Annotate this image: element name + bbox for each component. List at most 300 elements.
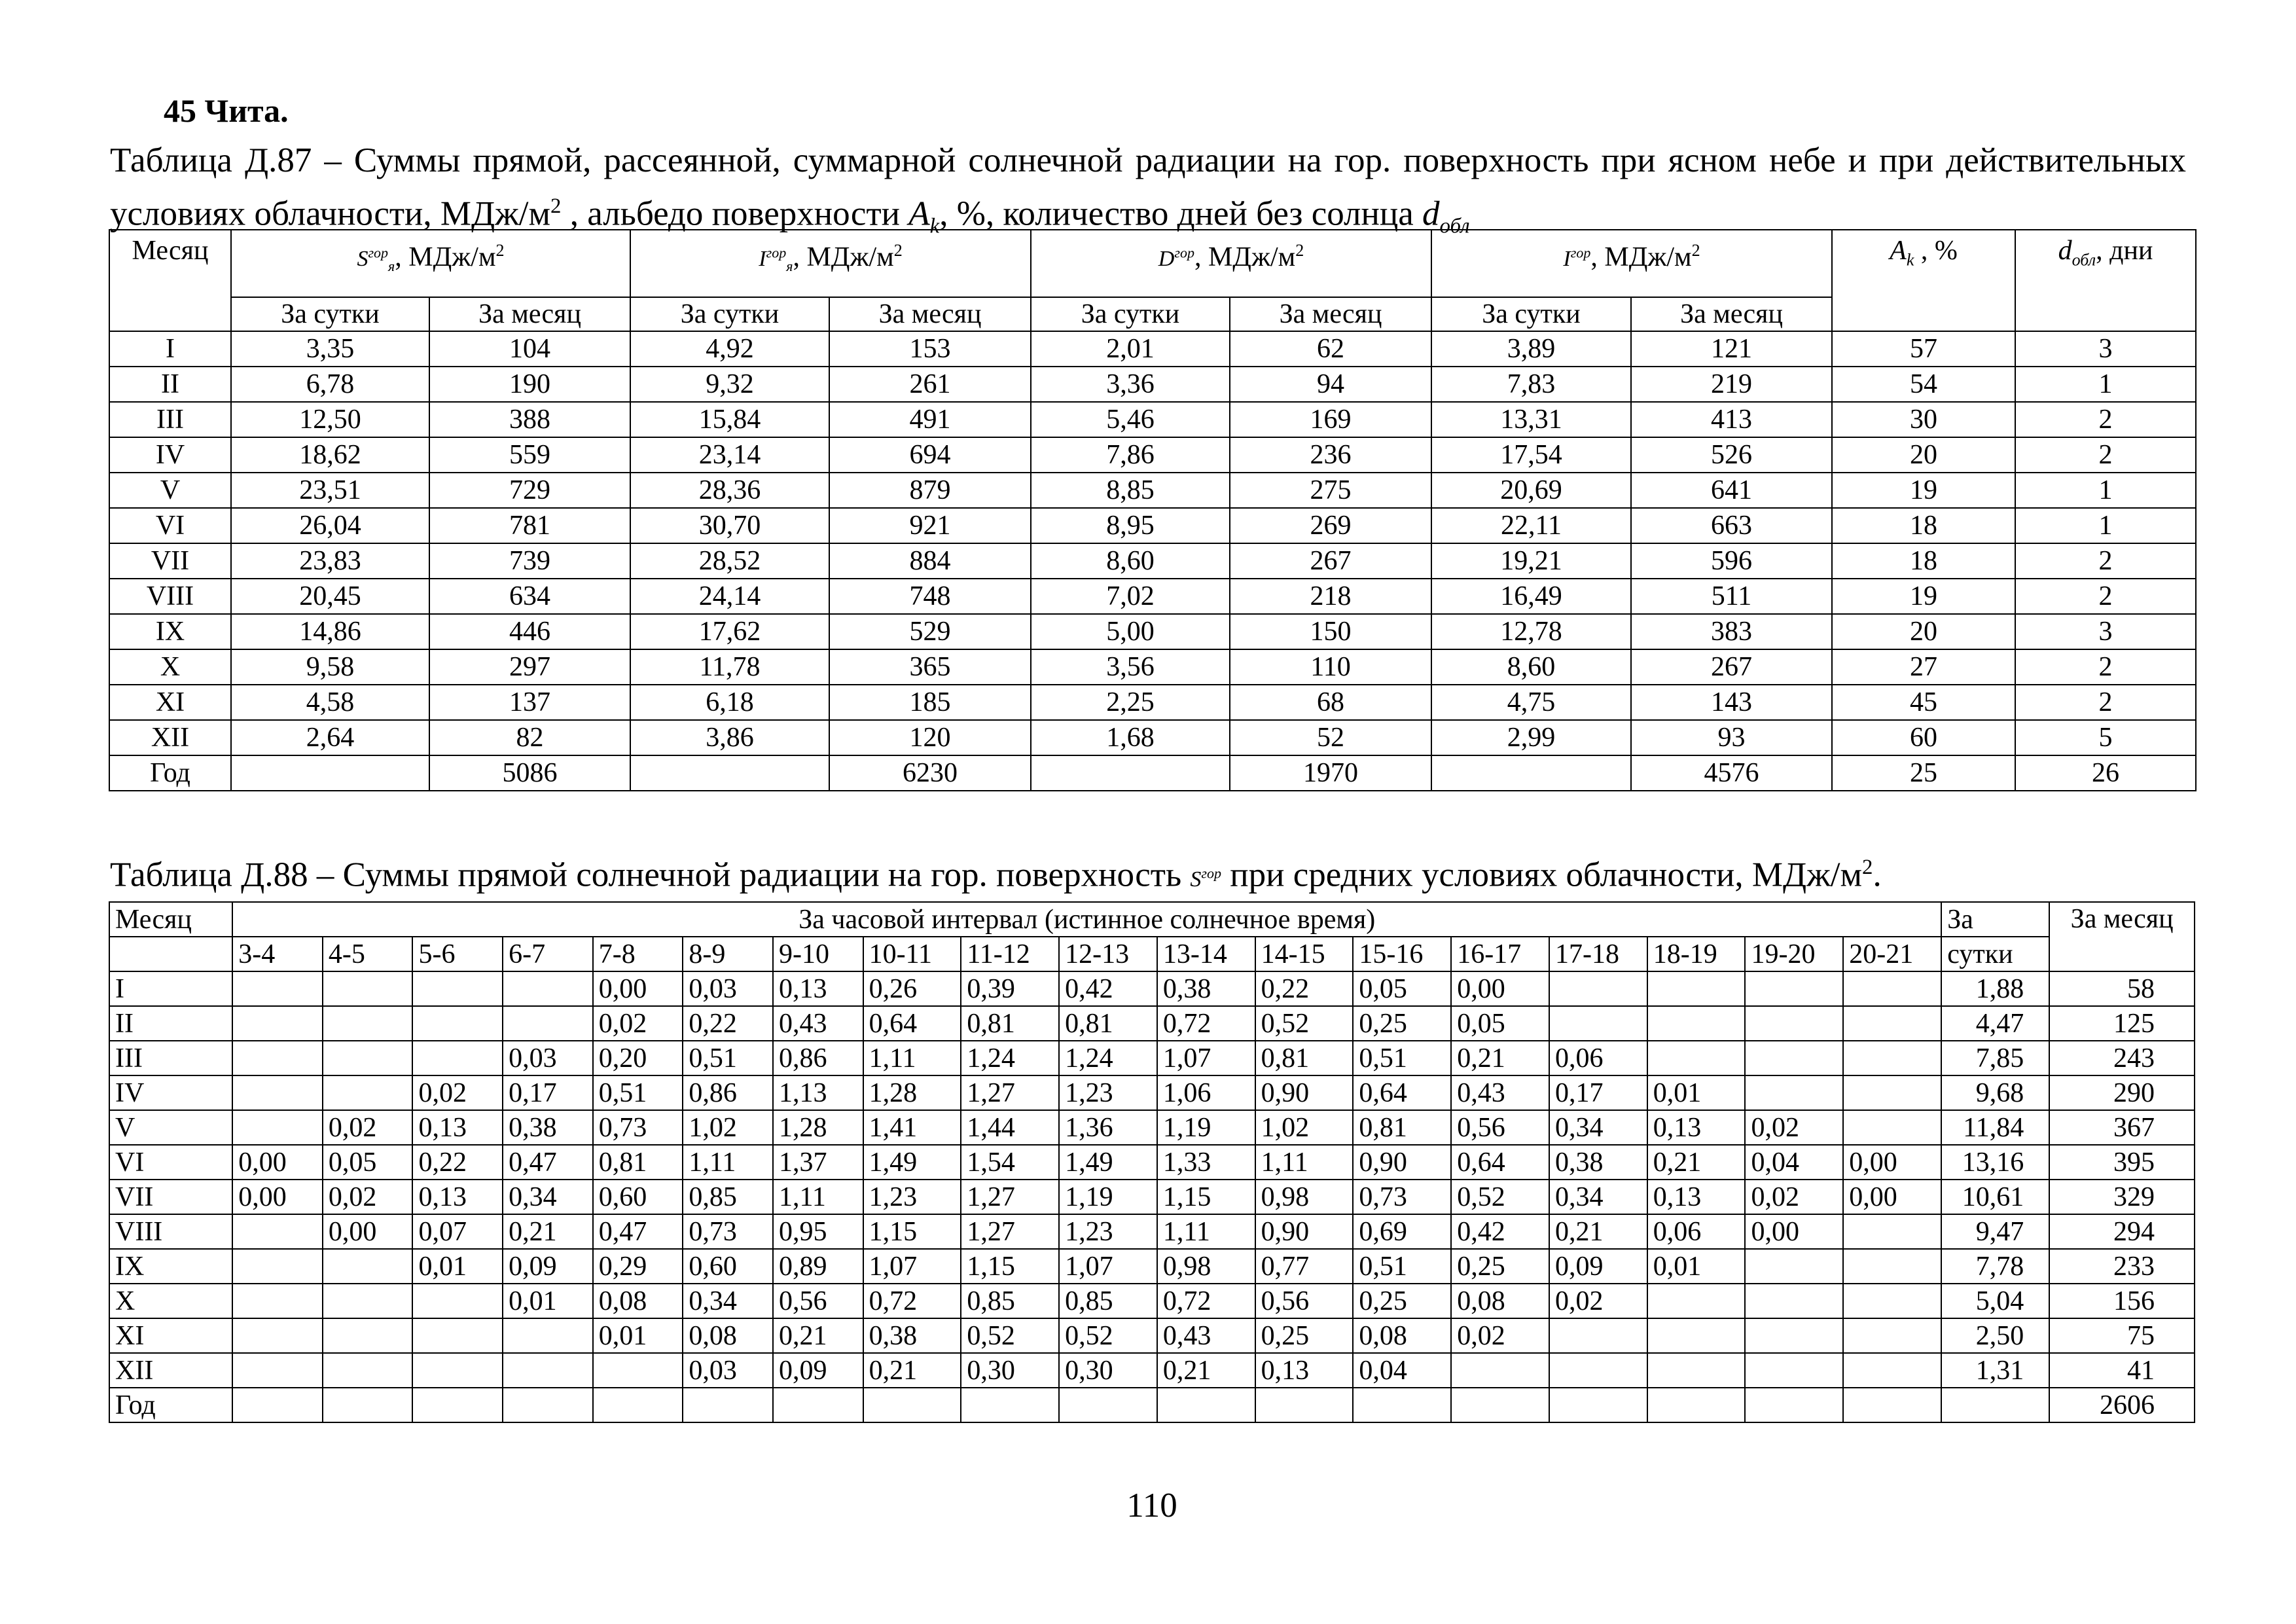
table-cell: 1 xyxy=(2015,473,2196,508)
table-cell: 0,13 xyxy=(1647,1110,1746,1145)
col-hour: 14-15 xyxy=(1255,937,1354,971)
table-cell: 0,81 xyxy=(1353,1110,1451,1145)
table-cell: 11,84 xyxy=(1941,1110,2049,1145)
table-cell: 0,03 xyxy=(503,1041,593,1075)
row-month: VIII xyxy=(109,579,231,614)
table-cell: 0,03 xyxy=(683,1353,773,1388)
table-cell: 0,34 xyxy=(1549,1180,1647,1214)
table-cell: 0,05 xyxy=(1451,1006,1549,1041)
row-month: I xyxy=(109,971,232,1006)
table-cell: 267 xyxy=(1230,543,1431,579)
table-cell xyxy=(961,1388,1059,1422)
table-cell: 0,02 xyxy=(1745,1180,1843,1214)
table-cell: 2 xyxy=(2015,685,2196,720)
table-cell: 2 xyxy=(2015,402,2196,437)
table-cell: 0,90 xyxy=(1255,1075,1354,1110)
table-cell: 5086 xyxy=(429,755,630,791)
table-cell: 1,28 xyxy=(863,1075,961,1110)
table-cell: 1,44 xyxy=(961,1110,1059,1145)
sub-day: За сутки xyxy=(1431,297,1631,331)
table-cell: 19 xyxy=(1832,579,2015,614)
table-cell: 0,09 xyxy=(503,1249,593,1284)
table-cell: 0,21 xyxy=(1647,1145,1746,1180)
table-cell: 0,01 xyxy=(503,1284,593,1318)
row-month: IV xyxy=(109,437,231,473)
table87 xyxy=(109,229,2197,791)
table-cell: 0,00 xyxy=(593,971,683,1006)
table-cell: 1,54 xyxy=(961,1145,1059,1180)
table-cell: 663 xyxy=(1631,508,1832,543)
table-cell: 0,56 xyxy=(773,1284,863,1318)
table-cell: 329 xyxy=(2049,1180,2195,1214)
table-cell: 0,64 xyxy=(863,1006,961,1041)
table-cell: 8,85 xyxy=(1031,473,1230,508)
table-cell xyxy=(1549,971,1647,1006)
table-cell: 2,01 xyxy=(1031,331,1230,367)
table-cell xyxy=(323,1075,413,1110)
table-cell: 2606 xyxy=(2049,1388,2195,1422)
table-row xyxy=(109,367,2196,402)
table-cell: 0,43 xyxy=(1451,1075,1549,1110)
table-cell: 23,83 xyxy=(231,543,429,579)
table-cell xyxy=(1031,755,1230,791)
table-cell: 169 xyxy=(1230,402,1431,437)
table-cell: 9,47 xyxy=(1941,1214,2049,1249)
table-row xyxy=(109,1388,2195,1422)
table-cell: 12,50 xyxy=(231,402,429,437)
table-cell: 0,42 xyxy=(1059,971,1157,1006)
table-cell: 2,25 xyxy=(1031,685,1230,720)
table-cell: 1,27 xyxy=(961,1214,1059,1249)
table-cell xyxy=(1549,1388,1647,1422)
row-month: VI xyxy=(109,508,231,543)
table-cell: 0,02 xyxy=(323,1180,413,1214)
table-cell xyxy=(412,971,503,1006)
table-cell: 0,00 xyxy=(1745,1214,1843,1249)
table-cell: 23,14 xyxy=(630,437,829,473)
table-cell: 24,14 xyxy=(630,579,829,614)
table-row xyxy=(109,971,2195,1006)
table-row xyxy=(109,1041,2195,1075)
table-row xyxy=(109,1180,2195,1214)
table-cell: 0,64 xyxy=(1451,1145,1549,1180)
table-cell xyxy=(323,1388,413,1422)
table-cell xyxy=(1745,1006,1843,1041)
table-cell xyxy=(503,1318,593,1353)
table-cell: 0,47 xyxy=(593,1214,683,1249)
table-cell: 0,38 xyxy=(1157,971,1255,1006)
table-cell: 1,15 xyxy=(1157,1180,1255,1214)
table-cell xyxy=(232,1041,323,1075)
col-hour: 16-17 xyxy=(1451,937,1549,971)
table-cell: 0,09 xyxy=(1549,1249,1647,1284)
table-cell: 729 xyxy=(429,473,630,508)
table-cell: 11,78 xyxy=(630,649,829,685)
table-cell: 1,15 xyxy=(961,1249,1059,1284)
table-cell xyxy=(1745,971,1843,1006)
table-cell: 0,02 xyxy=(1745,1110,1843,1145)
table-cell: 1,11 xyxy=(773,1180,863,1214)
table-cell: 269 xyxy=(1230,508,1431,543)
table-cell: 1 xyxy=(2015,367,2196,402)
table-cell: 0,89 xyxy=(773,1249,863,1284)
table-cell: 57 xyxy=(1832,331,2015,367)
table-cell: 0,85 xyxy=(961,1284,1059,1318)
table-cell xyxy=(1843,1284,1941,1318)
col-days-no-sun: $d_{обл}$, дни xyxy=(2015,230,2196,331)
table-cell: 0,00 xyxy=(1451,971,1549,1006)
table-cell: 13,31 xyxy=(1431,402,1631,437)
table-cell: 1,23 xyxy=(863,1180,961,1214)
table-cell xyxy=(323,1318,413,1353)
table-cell: 0,00 xyxy=(1843,1145,1941,1180)
row-month: II xyxy=(109,1006,232,1041)
table-cell: 62 xyxy=(1230,331,1431,367)
table-cell: 0,85 xyxy=(1059,1284,1157,1318)
table-cell: 0,13 xyxy=(1647,1180,1746,1214)
table-cell xyxy=(232,1006,323,1041)
table-row xyxy=(109,1318,2195,1353)
row-month: V xyxy=(109,1110,232,1145)
table-cell: 7,78 xyxy=(1941,1249,2049,1284)
table-cell: 0,30 xyxy=(961,1353,1059,1388)
table-cell: 5,04 xyxy=(1941,1284,2049,1318)
table-cell xyxy=(1745,1075,1843,1110)
page-number: 110 xyxy=(1126,1487,1177,1525)
table-cell: 0,25 xyxy=(1353,1284,1451,1318)
table-cell xyxy=(1549,1353,1647,1388)
table-cell: 0,52 xyxy=(1255,1006,1354,1041)
table-cell: 0,34 xyxy=(1549,1110,1647,1145)
table-cell xyxy=(412,1388,503,1422)
table-cell xyxy=(1843,1041,1941,1075)
table-cell: 0,73 xyxy=(683,1214,773,1249)
table-cell xyxy=(1843,1249,1941,1284)
table-row xyxy=(109,1006,2195,1041)
table-cell: 1,02 xyxy=(1255,1110,1354,1145)
table-cell: 879 xyxy=(829,473,1031,508)
table-cell xyxy=(1647,1284,1746,1318)
table-row xyxy=(109,331,2196,367)
table-cell xyxy=(232,1249,323,1284)
table-cell: 93 xyxy=(1631,720,1832,755)
table-cell: 0,73 xyxy=(593,1110,683,1145)
table-cell: 10,61 xyxy=(1941,1180,2049,1214)
table-cell: 0,00 xyxy=(232,1180,323,1214)
table-cell: 0,00 xyxy=(232,1145,323,1180)
table-row xyxy=(109,1110,2195,1145)
table-cell: 2 xyxy=(2015,543,2196,579)
table-cell: 0,34 xyxy=(683,1284,773,1318)
table-cell: 68 xyxy=(1230,685,1431,720)
table-cell: 529 xyxy=(829,614,1031,649)
table-cell: 4,58 xyxy=(231,685,429,720)
table-cell xyxy=(1451,1353,1549,1388)
table-cell: 1,49 xyxy=(1059,1145,1157,1180)
table-cell: 297 xyxy=(429,649,630,685)
table-cell: 18,62 xyxy=(231,437,429,473)
table-cell: 28,52 xyxy=(630,543,829,579)
table-cell: 290 xyxy=(2049,1075,2195,1110)
table-cell: 0,90 xyxy=(1353,1145,1451,1180)
table-cell: 125 xyxy=(2049,1006,2195,1041)
table-cell: 0,17 xyxy=(503,1075,593,1110)
table-cell: 7,02 xyxy=(1031,579,1230,614)
table-cell: 4,75 xyxy=(1431,685,1631,720)
table-cell: 1,06 xyxy=(1157,1075,1255,1110)
table-cell: 0,05 xyxy=(1353,971,1451,1006)
table-cell: 0,02 xyxy=(1549,1284,1647,1318)
table-cell: 0,00 xyxy=(323,1214,413,1249)
table-cell: 8,60 xyxy=(1031,543,1230,579)
table-cell: 2 xyxy=(2015,649,2196,685)
row-month: X xyxy=(109,1284,232,1318)
table-cell: 1,23 xyxy=(1059,1075,1157,1110)
table-cell: 121 xyxy=(1631,331,1832,367)
table-cell: 1 xyxy=(2015,508,2196,543)
table-cell: 1,33 xyxy=(1157,1145,1255,1180)
col-month-blank xyxy=(109,937,232,971)
table-cell: 1,13 xyxy=(773,1075,863,1110)
table-cell xyxy=(232,971,323,1006)
col-interval: За часовой интервал (истинное солнечное время) xyxy=(232,902,1941,937)
table-cell: 0,07 xyxy=(412,1214,503,1249)
row-month: IX xyxy=(109,1249,232,1284)
row-month: Год xyxy=(109,755,231,791)
table-cell: 0,13 xyxy=(773,971,863,1006)
table-cell: 120 xyxy=(829,720,1031,755)
table-cell: 0,51 xyxy=(683,1041,773,1075)
table-cell: 0,26 xyxy=(863,971,961,1006)
table-cell xyxy=(1647,1041,1746,1075)
table-row xyxy=(109,1353,2195,1388)
table-cell: 82 xyxy=(429,720,630,755)
table-cell: 0,30 xyxy=(1059,1353,1157,1388)
table-cell: 491 xyxy=(829,402,1031,437)
table-cell: 0,86 xyxy=(773,1041,863,1075)
table-cell xyxy=(630,755,829,791)
table-cell xyxy=(1157,1388,1255,1422)
table-cell: 26 xyxy=(2015,755,2196,791)
table-cell: 367 xyxy=(2049,1110,2195,1145)
table-cell: 190 xyxy=(429,367,630,402)
sub-month: За месяц xyxy=(1631,297,1832,331)
col-albedo: $A_k$ , % xyxy=(1832,230,2015,331)
section-heading: 45 Чита. xyxy=(164,92,289,129)
table-cell: 14,86 xyxy=(231,614,429,649)
table-row xyxy=(109,508,2196,543)
table-cell: 143 xyxy=(1631,685,1832,720)
table-cell: 0,64 xyxy=(1353,1075,1451,1110)
table-cell xyxy=(412,1284,503,1318)
table88-caption: Таблица Д.88 – Суммы прямой солнечной радиации на гор. поверхность $S^{гор}$ при средних условиях облачности, МДж/$м^2$. xyxy=(110,856,1882,894)
table-cell: 0,21 xyxy=(1451,1041,1549,1075)
table-cell: 19,21 xyxy=(1431,543,1631,579)
table-cell xyxy=(323,971,413,1006)
sub-month: За месяц xyxy=(1230,297,1431,331)
table-cell: 45 xyxy=(1832,685,2015,720)
table-cell xyxy=(1843,1318,1941,1353)
sub-day: За сутки xyxy=(1031,297,1230,331)
table-cell: 0,25 xyxy=(1451,1249,1549,1284)
table-cell: 0,52 xyxy=(961,1318,1059,1353)
table-cell xyxy=(412,1041,503,1075)
table-cell: 1,24 xyxy=(961,1041,1059,1075)
table-cell xyxy=(323,1041,413,1075)
table-cell: 1,88 xyxy=(1941,971,2049,1006)
table-cell xyxy=(1745,1388,1843,1422)
table-cell: 233 xyxy=(2049,1249,2195,1284)
table-cell: 0,13 xyxy=(412,1110,503,1145)
table-cell: 54 xyxy=(1832,367,2015,402)
table-cell: 41 xyxy=(2049,1353,2195,1388)
table-cell: 1,11 xyxy=(863,1041,961,1075)
table-cell: 9,32 xyxy=(630,367,829,402)
table-cell: 1970 xyxy=(1230,755,1431,791)
table-cell: 0,38 xyxy=(863,1318,961,1353)
col-hour: 18-19 xyxy=(1647,937,1746,971)
table-cell: 0,17 xyxy=(1549,1075,1647,1110)
table-cell: 641 xyxy=(1631,473,1832,508)
table-cell: 1,49 xyxy=(863,1145,961,1180)
table-cell: 0,01 xyxy=(1647,1249,1746,1284)
table-cell: 0,01 xyxy=(412,1249,503,1284)
table-row xyxy=(109,543,2196,579)
table-row xyxy=(109,1145,2195,1180)
table-cell: 0,81 xyxy=(593,1145,683,1180)
table-row xyxy=(109,1214,2195,1249)
col-hour: 6-7 xyxy=(503,937,593,971)
table-row xyxy=(109,402,2196,437)
table-cell: 9,58 xyxy=(231,649,429,685)
table-cell: 7,85 xyxy=(1941,1041,2049,1075)
col-hour: 7-8 xyxy=(593,937,683,971)
table-cell: 26,04 xyxy=(231,508,429,543)
table-cell: 0,08 xyxy=(1451,1284,1549,1318)
sub-day: За сутки xyxy=(630,297,829,331)
table-cell: 0,29 xyxy=(593,1249,683,1284)
table-cell: 0,03 xyxy=(683,971,773,1006)
table-cell: 0,81 xyxy=(1255,1041,1354,1075)
table-cell xyxy=(1843,1006,1941,1041)
row-month: Год xyxy=(109,1388,232,1422)
table-cell: 0,21 xyxy=(773,1318,863,1353)
table-row xyxy=(109,473,2196,508)
table-cell: 22,11 xyxy=(1431,508,1631,543)
table-cell: 52 xyxy=(1230,720,1431,755)
table-cell: 748 xyxy=(829,579,1031,614)
table-cell xyxy=(1059,1388,1157,1422)
col-hour: 4-5 xyxy=(323,937,413,971)
table-cell: 5 xyxy=(2015,720,2196,755)
table88 xyxy=(109,901,2195,1423)
table-cell: 20,69 xyxy=(1431,473,1631,508)
table-cell: 0,39 xyxy=(961,971,1059,1006)
table-cell: 884 xyxy=(829,543,1031,579)
table-cell: 0,22 xyxy=(1255,971,1354,1006)
table-cell: 3,89 xyxy=(1431,331,1631,367)
table-cell: 0,08 xyxy=(593,1284,683,1318)
table-cell xyxy=(232,1075,323,1110)
table-cell: 0,21 xyxy=(503,1214,593,1249)
table-cell: 1,11 xyxy=(683,1145,773,1180)
table-cell: 511 xyxy=(1631,579,1832,614)
table-cell: 365 xyxy=(829,649,1031,685)
col-hour: 12-13 xyxy=(1059,937,1157,971)
table-row xyxy=(109,649,2196,685)
table-cell xyxy=(1941,1388,2049,1422)
table-cell: 0,13 xyxy=(1255,1353,1354,1388)
table-cell xyxy=(1549,1006,1647,1041)
table-cell xyxy=(1843,1075,1941,1110)
table-cell: 0,13 xyxy=(412,1180,503,1214)
sub-day: За сутки xyxy=(231,297,429,331)
col-hour: 13-14 xyxy=(1157,937,1255,971)
table87-caption: Таблица Д.87 – Суммы прямой, рассеянной, суммарной солнечной радиации на гор. поверхность при ясном небе и при действительных условиях облачности, МДж/$м^2$ , альбедо поверхности $A_k$, %, количество дней без солнца $d_{обл}$ xyxy=(110,141,2186,238)
table-cell: 1,11 xyxy=(1255,1145,1354,1180)
table-cell: 0,09 xyxy=(773,1353,863,1388)
table-cell xyxy=(503,1353,593,1388)
row-month: III xyxy=(109,1041,232,1075)
table-cell: 7,86 xyxy=(1031,437,1230,473)
table-cell: 413 xyxy=(1631,402,1832,437)
col-hour: 10-11 xyxy=(863,937,961,971)
table-cell xyxy=(412,1353,503,1388)
table-cell xyxy=(863,1388,961,1422)
table-cell: 1,31 xyxy=(1941,1353,2049,1388)
table-cell: 0,51 xyxy=(593,1075,683,1110)
table-cell: 1,36 xyxy=(1059,1110,1157,1145)
row-month: VII xyxy=(109,1180,232,1214)
col-month: Месяц xyxy=(109,230,231,331)
row-month: VIII xyxy=(109,1214,232,1249)
table-cell: 596 xyxy=(1631,543,1832,579)
table-cell: 0,69 xyxy=(1353,1214,1451,1249)
table-cell: 0,22 xyxy=(683,1006,773,1041)
table-cell xyxy=(231,755,429,791)
col-hour: 8-9 xyxy=(683,937,773,971)
table-cell: 0,52 xyxy=(1059,1318,1157,1353)
table-cell: 6230 xyxy=(829,755,1031,791)
table-cell: 1,15 xyxy=(863,1214,961,1249)
table-row xyxy=(109,755,2196,791)
table-cell xyxy=(323,1353,413,1388)
table-cell: 739 xyxy=(429,543,630,579)
row-month: VI xyxy=(109,1145,232,1180)
table-cell: 6,78 xyxy=(231,367,429,402)
table-cell: 150 xyxy=(1230,614,1431,649)
table-row xyxy=(109,1284,2195,1318)
table-cell: 1,11 xyxy=(1157,1214,1255,1249)
table-cell: 1,02 xyxy=(683,1110,773,1145)
col-month: Месяц xyxy=(109,902,232,937)
table-cell: 388 xyxy=(429,402,630,437)
table-cell xyxy=(232,1214,323,1249)
table-cell: 4576 xyxy=(1631,755,1832,791)
table-cell: 781 xyxy=(429,508,630,543)
table-cell: 20 xyxy=(1832,437,2015,473)
table-cell: 921 xyxy=(829,508,1031,543)
table-cell: 0,51 xyxy=(1353,1041,1451,1075)
table-cell: 0,47 xyxy=(503,1145,593,1180)
table-cell: 27 xyxy=(1832,649,2015,685)
table-cell xyxy=(232,1284,323,1318)
col-hour: 3-4 xyxy=(232,937,323,971)
row-month: XII xyxy=(109,720,231,755)
table-cell: 3,56 xyxy=(1031,649,1230,685)
table-cell xyxy=(1255,1388,1354,1422)
table-cell: 7,83 xyxy=(1431,367,1631,402)
